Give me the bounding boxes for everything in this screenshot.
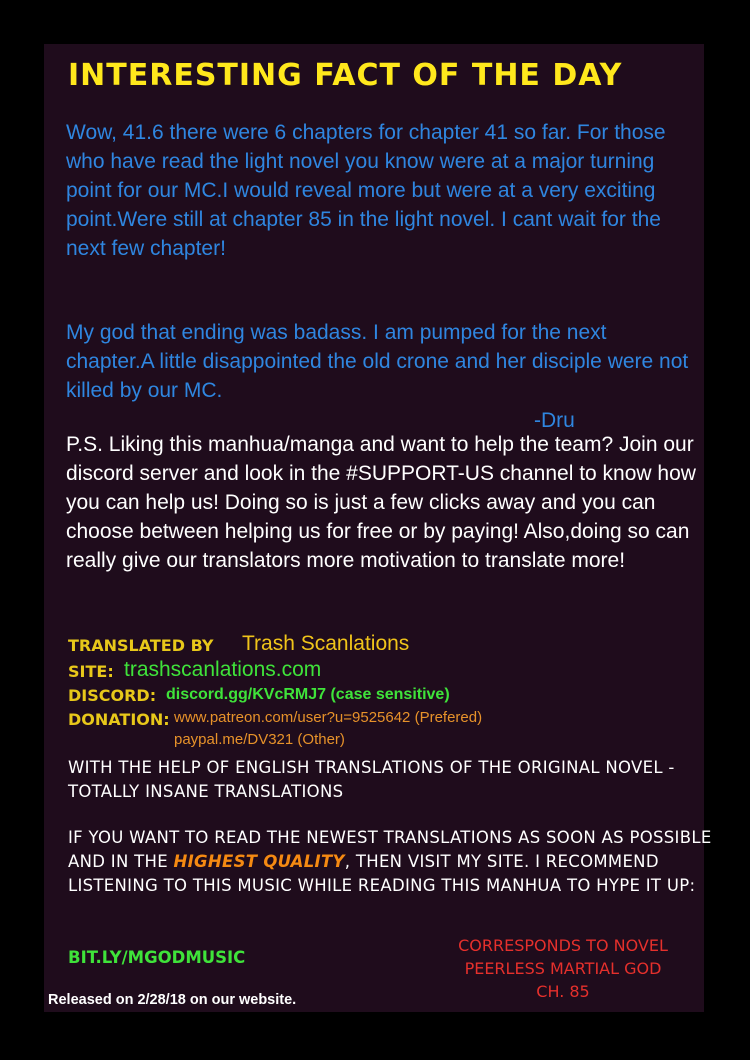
released-note: Released on 2/28/18 on our website. bbox=[48, 992, 297, 1008]
corresponds-line-3: CH. 85 bbox=[536, 982, 590, 1001]
read-text-before: IF YOU WANT TO READ THE NEWEST TRANSLATIONS AS SOON AS POSSIBLE AND IN THE bbox=[68, 828, 712, 871]
site-label: SITE: bbox=[68, 662, 114, 681]
note-paragraph-2: My god that ending was badass. I am pumped for the next chapter.A little disappointed the old crone and her disciple were not killed by our MC. bbox=[66, 321, 689, 402]
ps-text: P.S. Liking this manhua/manga and want to help the team? Join our discord server and look in the #SUPPORT-US channel to know how you can help us! Doing so is just a few clicks away and you can choose between helping us for free or by paying! Also,doing so can really give our translators more motivation to translate more! bbox=[66, 433, 696, 572]
corresponds-line-1: CORRESPONDS TO NOVEL bbox=[458, 936, 668, 955]
note-paragraph-1: Wow, 41.6 there were 6 chapters for chapter 41 so far. For those who have read the light novel you know were at a major turning point for our MC.I would reveal more but were at a very exciting point.Were still at chapter 85 in the light novel. I cant wait for the next few chapter! bbox=[66, 121, 666, 260]
patreon-link[interactable]: www.patreon.com/user?u=9525642 (Prefered) bbox=[174, 709, 483, 726]
donation-label: DONATION: bbox=[68, 710, 170, 729]
translated-by-value: Trash Scanlations bbox=[242, 632, 410, 655]
read-text bbox=[68, 826, 718, 898]
read-text-highlight: HIGHEST QUALITY bbox=[173, 852, 345, 871]
site-link[interactable]: trashscanlations.com bbox=[124, 658, 322, 681]
paypal-link[interactable]: paypal.me/DV321 (Other) bbox=[174, 731, 345, 748]
help-text: WITH THE HELP OF ENGLISH TRANSLATIONS OF THE ORIGINAL NOVEL - TOTALLY INSANE TRANSLATIONS bbox=[68, 758, 675, 801]
translated-by-label: TRANSLATED BY bbox=[68, 636, 214, 655]
discord-label: DISCORD: bbox=[68, 686, 157, 705]
note-signature: -Dru bbox=[534, 409, 575, 432]
discord-link[interactable]: discord.gg/KVcRMJ7 (case sensitive) bbox=[166, 686, 450, 703]
music-link[interactable]: BIT.LY/MGODMUSIC bbox=[68, 948, 246, 967]
read-text-after: , THEN VISIT MY SITE. I RECOMMEND LISTENING TO THIS MUSIC WHILE READING THIS MANHUA TO HYPE IT UP: bbox=[68, 852, 696, 895]
page-title: INTERESTING FACT OF THE DAY bbox=[68, 58, 623, 93]
corresponds-block bbox=[428, 934, 698, 1003]
corresponds-line-2: PEERLESS MARTIAL GOD bbox=[464, 959, 662, 978]
